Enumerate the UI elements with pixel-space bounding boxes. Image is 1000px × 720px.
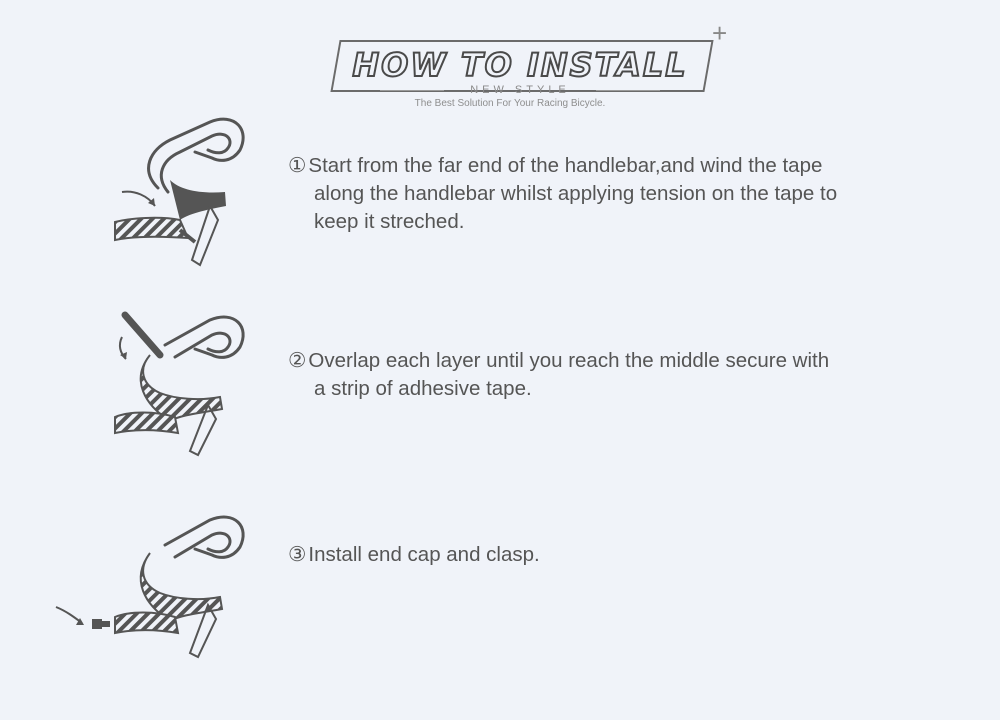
step-line: keep it streched. — [314, 210, 465, 233]
step-line: Install end cap and clasp. — [308, 543, 540, 566]
plus-icon: + — [712, 18, 728, 48]
step-number: ① — [288, 154, 307, 177]
step-line: a strip of adhesive tape. — [314, 377, 532, 400]
divider — [380, 90, 444, 91]
subtitle-row — [380, 83, 660, 97]
step-1-text — [288, 152, 837, 236]
handlebar-end-cap-icon — [50, 505, 260, 665]
tagline: The Best Solution For Your Racing Bicycle. — [414, 98, 606, 109]
step-number: ② — [288, 349, 307, 372]
step-line: along the handlebar whilst applying tension on the tape to — [314, 182, 838, 205]
step-3-text — [288, 541, 540, 569]
step-3 — [0, 505, 1000, 670]
page-title: HOW TO INSTALL — [352, 46, 688, 84]
step-2-text — [288, 347, 829, 403]
handlebar-overlap-icon — [100, 305, 260, 465]
step-number: ③ — [288, 543, 307, 566]
handlebar-wrap-start-icon — [100, 110, 260, 275]
step-2 — [0, 305, 1000, 465]
step-line: Start from the far end of the handlebar,and wind the tape — [308, 154, 823, 177]
subtitle: NEW STYLE — [470, 84, 570, 96]
step-1 — [0, 110, 1000, 280]
divider — [596, 90, 660, 91]
header — [0, 0, 1000, 120]
step-line: Overlap each layer until you reach the middle secure with — [308, 349, 830, 372]
